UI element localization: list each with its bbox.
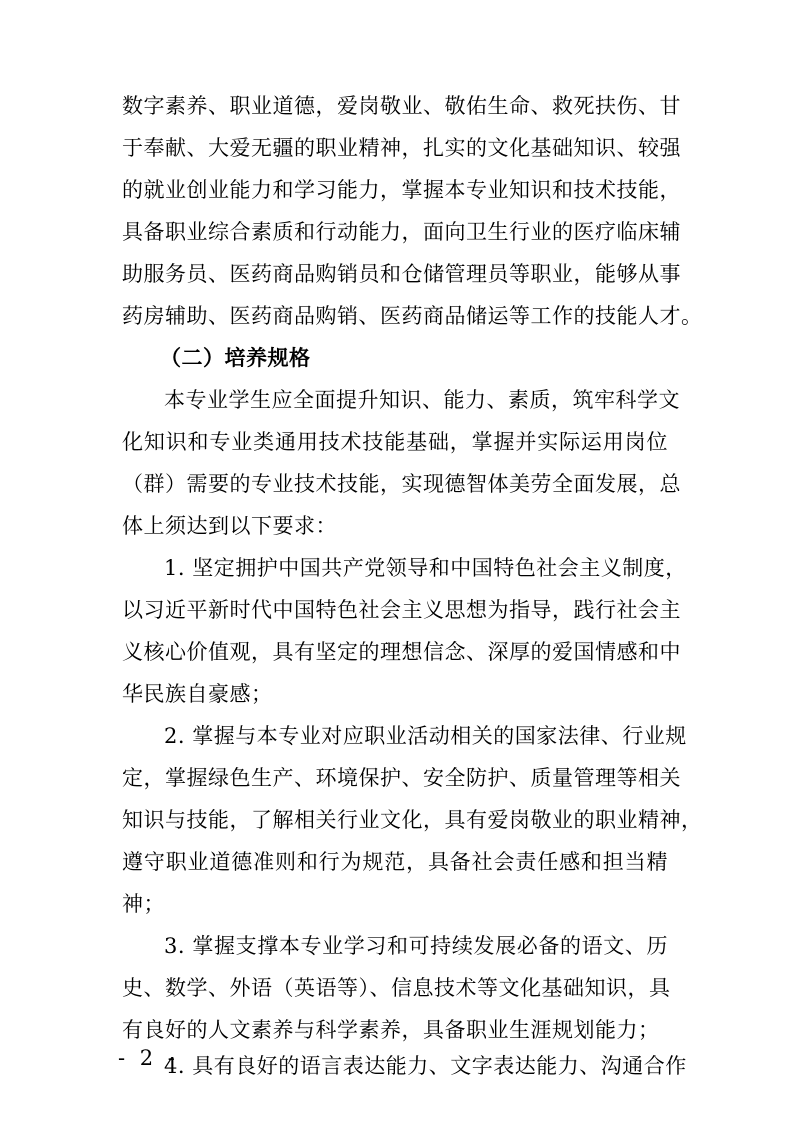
- paragraph-line: 化知识和专业类通用技术技能基础，掌握并实际运用岗位: [122, 430, 668, 454]
- list-item-line: 遵守职业道德准则和行为规范，具备社会责任感和担当精: [122, 850, 668, 874]
- list-item-line: 3. 掌握支撑本专业学习和可持续发展必备的语文、历: [164, 934, 668, 958]
- list-item-line: 知识与技能，了解相关行业文化，具有爱岗敬业的职业精神，: [122, 808, 703, 832]
- list-item-line: 神；: [122, 892, 165, 916]
- page-number: - 2 -: [118, 1046, 179, 1070]
- section-heading: （二）培养规格: [160, 346, 311, 370]
- paragraph-line: 数字素养、职业道德，爱岗敬业、敬佑生命、救死扶伤、甘: [122, 94, 681, 118]
- list-item-line: 有良好的人文素养与科学素养，具备职业生涯规划能力；: [122, 1018, 660, 1042]
- list-item-line: 定，掌握绿色生产、环境保护、安全防护、质量管理等相关: [122, 766, 681, 790]
- list-item-line: 史、数学、外语（英语等）、信息技术等文化基础知识，具: [122, 976, 671, 1000]
- paragraph-line: 于奉献、大爱无疆的职业精神，扎实的文化基础知识、较强: [122, 136, 681, 160]
- paragraph-line: （群）需要的专业技术技能，实现德智体美劳全面发展，总: [122, 472, 681, 496]
- list-item-line: 2. 掌握与本专业对应职业活动相关的国家法律、行业规: [164, 724, 687, 748]
- paragraph-line: 具备职业综合素质和行动能力，面向卫生行业的医疗临床辅: [122, 220, 681, 244]
- list-item-line: 以习近平新时代中国特色社会主义思想为指导，践行社会主: [122, 598, 681, 622]
- list-item-line: 华民族自豪感；: [122, 682, 273, 706]
- list-item-line: 1. 坚定拥护中国共产党领导和中国特色社会主义制度，: [164, 556, 687, 580]
- paragraph-line: 助服务员、医药商品购销员和仓储管理员等职业，能够从事: [122, 262, 681, 286]
- paragraph-line: 的就业创业能力和学习能力，掌握本专业知识和技术技能，: [122, 178, 681, 202]
- list-item-line: 义核心价值观，具有坚定的理想信念、深厚的爱国情感和中: [122, 640, 681, 664]
- paragraph-line: 本专业学生应全面提升知识、能力、素质，筑牢科学文: [164, 388, 680, 412]
- paragraph-line: 药房辅助、医药商品购销、医药商品储运等工作的技能人才。: [122, 304, 703, 328]
- paragraph-line: 体上须达到以下要求：: [122, 514, 337, 538]
- list-item-line: 4. 具有良好的语言表达能力、文字表达能力、沟通合作: [164, 1054, 687, 1078]
